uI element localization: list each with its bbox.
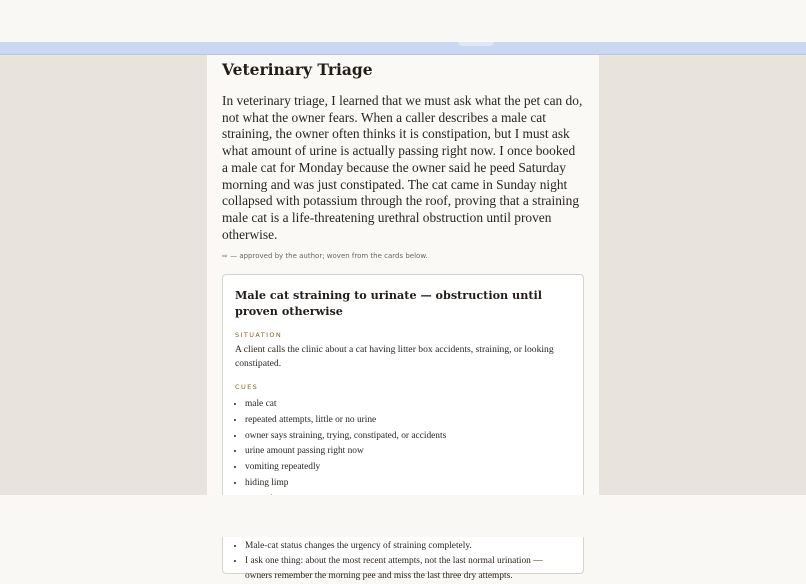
approval-note: ⇨ — approved by the author; woven from the cards below. — [222, 252, 428, 261]
cue-item: • male cat — [245, 397, 571, 413]
cue-item: • hiding limp — [245, 476, 571, 492]
cue-item: • vomiting repeatedly — [245, 460, 571, 476]
article-paragraph: In veterinary triage, I learned that we must ask what the pet can do, not what the owner fears. When a caller describes a male cat straining, the owner often thinks it is constipation, but I must ask what amount of urine is actually passing right now. I once booked a male cat for Monday because the owner said he peed Saturday morning and was just constipated. The cat came in Sunday night collapsed with potassium through the roof, proving that a straining male cat is a life-threatening urethral obstruction until proven otherwise. — [222, 93, 583, 242]
cues-list — [235, 397, 571, 584]
scroll-notch[interactable] — [458, 42, 494, 46]
situation-label: SITUATION — [235, 331, 283, 340]
cue-item: • owner says straining, trying, constipated, or accidents — [245, 429, 571, 445]
article-title: Veterinary Triage — [222, 60, 373, 79]
cue-item: • Male-cat status changes the urgency of straining completely. — [245, 539, 571, 555]
highlight-bar — [0, 42, 806, 55]
card-title: Male cat straining to urinate — obstruction until proven otherwise — [235, 288, 542, 319]
cue-item: • urine amount passing right now — [245, 444, 571, 460]
top-whitespace — [0, 0, 806, 42]
article-sheet — [207, 55, 599, 582]
situation-text: A client calls the clinic about a cat having litter box accidents, straining, or looking constipated. — [235, 344, 554, 370]
cues-label: CUES — [235, 383, 259, 392]
cue-item: • I ask one thing: about the most recent attempts, not the last normal urination — owners remember the morning pee and miss the last three dry attempts. — [245, 554, 571, 584]
bottom-whitespace — [0, 495, 806, 537]
cue-item: • repeated attempts, little or no urine — [245, 413, 571, 429]
